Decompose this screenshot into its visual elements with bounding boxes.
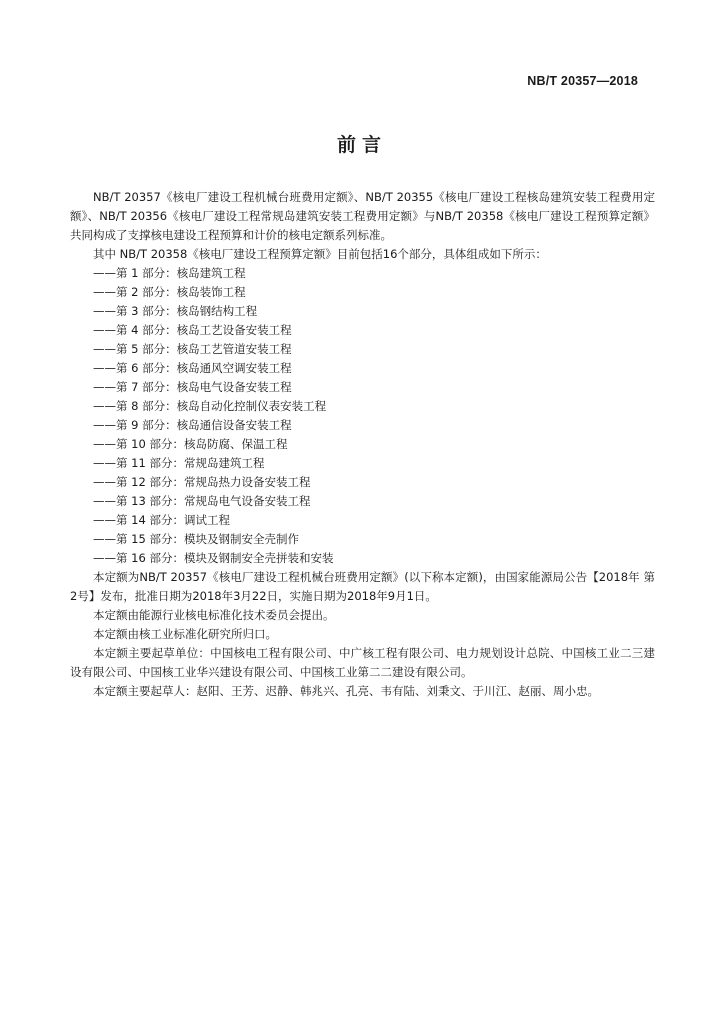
part-number: 第 6 部分： <box>116 361 177 375</box>
list-item <box>70 283 655 302</box>
part-number: 第 1 部分： <box>116 266 177 280</box>
part-number: 第 12 部分： <box>116 475 184 489</box>
list-dash: —— <box>93 266 116 280</box>
part-number: 第 14 部分： <box>116 513 184 527</box>
page-title: 前言 <box>336 134 387 156</box>
list-item <box>70 378 655 397</box>
list-item <box>70 492 655 511</box>
part-title: 核岛建筑工程 <box>176 266 246 280</box>
list-item <box>70 473 655 492</box>
part-number: 第 9 部分： <box>116 418 177 432</box>
list-item <box>70 435 655 454</box>
foreword-body <box>70 188 655 701</box>
part-title: 核岛工艺管道安装工程 <box>176 342 292 356</box>
part-title: 模块及钢制安全壳拼装和安装 <box>183 551 334 565</box>
part-title: 核岛装饰工程 <box>176 285 246 299</box>
closing-paragraph: 本定额由核工业标准化研究所归口。 <box>93 627 277 641</box>
part-number: 第 4 部分： <box>116 323 177 337</box>
list-item <box>70 454 655 473</box>
part-title: 核岛通信设备安装工程 <box>176 418 292 432</box>
list-item <box>70 549 655 568</box>
part-number: 第 5 部分： <box>116 342 177 356</box>
part-title: 调试工程 <box>183 513 230 527</box>
list-dash: —— <box>93 532 116 546</box>
part-number: 第 13 部分： <box>116 494 184 508</box>
list-item <box>70 340 655 359</box>
part-title: 模块及钢制安全壳制作 <box>183 532 299 546</box>
list-dash: —— <box>93 475 116 489</box>
part-title: 核岛钢结构工程 <box>176 304 258 318</box>
intro-paragraph: NB/T 20357《核电厂建设工程机械台班费用定额》、NB/T 20355《核电厂建设工程核岛建筑安装工程费用定额》、NB/T 20356《核电厂建设工程常规岛建筑安装工程费用定额》与NB/T 20358《核电厂建设工程预算定额》共同构成了支撑核电建设工程预算和计价的核电定额系列标准。 <box>70 190 655 242</box>
part-number: 第 15 部分： <box>116 532 184 546</box>
list-dash: —— <box>93 380 116 394</box>
list-dash: —— <box>93 285 116 299</box>
part-number: 第 8 部分： <box>116 399 177 413</box>
list-dash: —— <box>93 304 116 318</box>
part-title: 常规岛热力设备安装工程 <box>183 475 311 489</box>
list-item <box>70 321 655 340</box>
standard-number: NB/T 20357—2018 <box>527 74 638 88</box>
list-dash: —— <box>93 323 116 337</box>
part-number: 第 10 部分： <box>116 437 184 451</box>
closing-paragraph: 本定额主要起草单位：中国核电工程有限公司、中广核工程有限公司、电力规划设计总院、中国核工业二三建设有限公司、中国核工业华兴建设有限公司、中国核工业第二二建设有限公司。 <box>70 646 655 679</box>
part-title: 核岛防腐、保温工程 <box>183 437 288 451</box>
parts-list <box>70 264 655 568</box>
part-title: 核岛电气设备安装工程 <box>176 380 292 394</box>
list-item <box>70 530 655 549</box>
list-dash: —— <box>93 551 116 565</box>
part-title: 核岛自动化控制仪表安装工程 <box>176 399 327 413</box>
list-item <box>70 302 655 321</box>
list-item <box>70 264 655 283</box>
list-item <box>70 416 655 435</box>
closing-paragraph: 本定额为NB/T 20357《核电厂建设工程机械台班费用定额》(以下称本定额)，由国家能源局公告【2018年 第2号】发布，批准日期为2018年3月22日，实施日期为2018年9月1日。 <box>70 570 655 603</box>
part-title: 核岛通风空调安装工程 <box>176 361 292 375</box>
closing-paragraph: 本定额主要起草人：赵阳、王芳、迟静、韩兆兴、孔亮、韦有陆、刘秉文、于川江、赵丽、周小忠。 <box>93 684 599 698</box>
list-dash: —— <box>93 418 116 432</box>
part-number: 第 11 部分： <box>116 456 184 470</box>
list-item <box>70 397 655 416</box>
list-dash: —— <box>93 437 116 451</box>
part-title: 常规岛电气设备安装工程 <box>183 494 311 508</box>
list-dash: —— <box>93 342 116 356</box>
part-title: 常规岛建筑工程 <box>183 456 265 470</box>
list-dash: —— <box>93 494 116 508</box>
list-dash: —— <box>93 513 116 527</box>
list-dash: —— <box>93 361 116 375</box>
part-title: 核岛工艺设备安装工程 <box>176 323 292 337</box>
closing-paragraph: 本定额由能源行业核电标准化技术委员会提出。 <box>93 608 335 622</box>
intro-paragraph: 其中 NB/T 20358《核电厂建设工程预算定额》目前包括16个部分，具体组成如下所示： <box>93 247 547 261</box>
list-item <box>70 359 655 378</box>
part-number: 第 7 部分： <box>116 380 177 394</box>
list-dash: —— <box>93 399 116 413</box>
list-dash: —— <box>93 456 116 470</box>
part-number: 第 16 部分： <box>116 551 184 565</box>
part-number: 第 2 部分： <box>116 285 177 299</box>
part-number: 第 3 部分： <box>116 304 177 318</box>
list-item <box>70 511 655 530</box>
